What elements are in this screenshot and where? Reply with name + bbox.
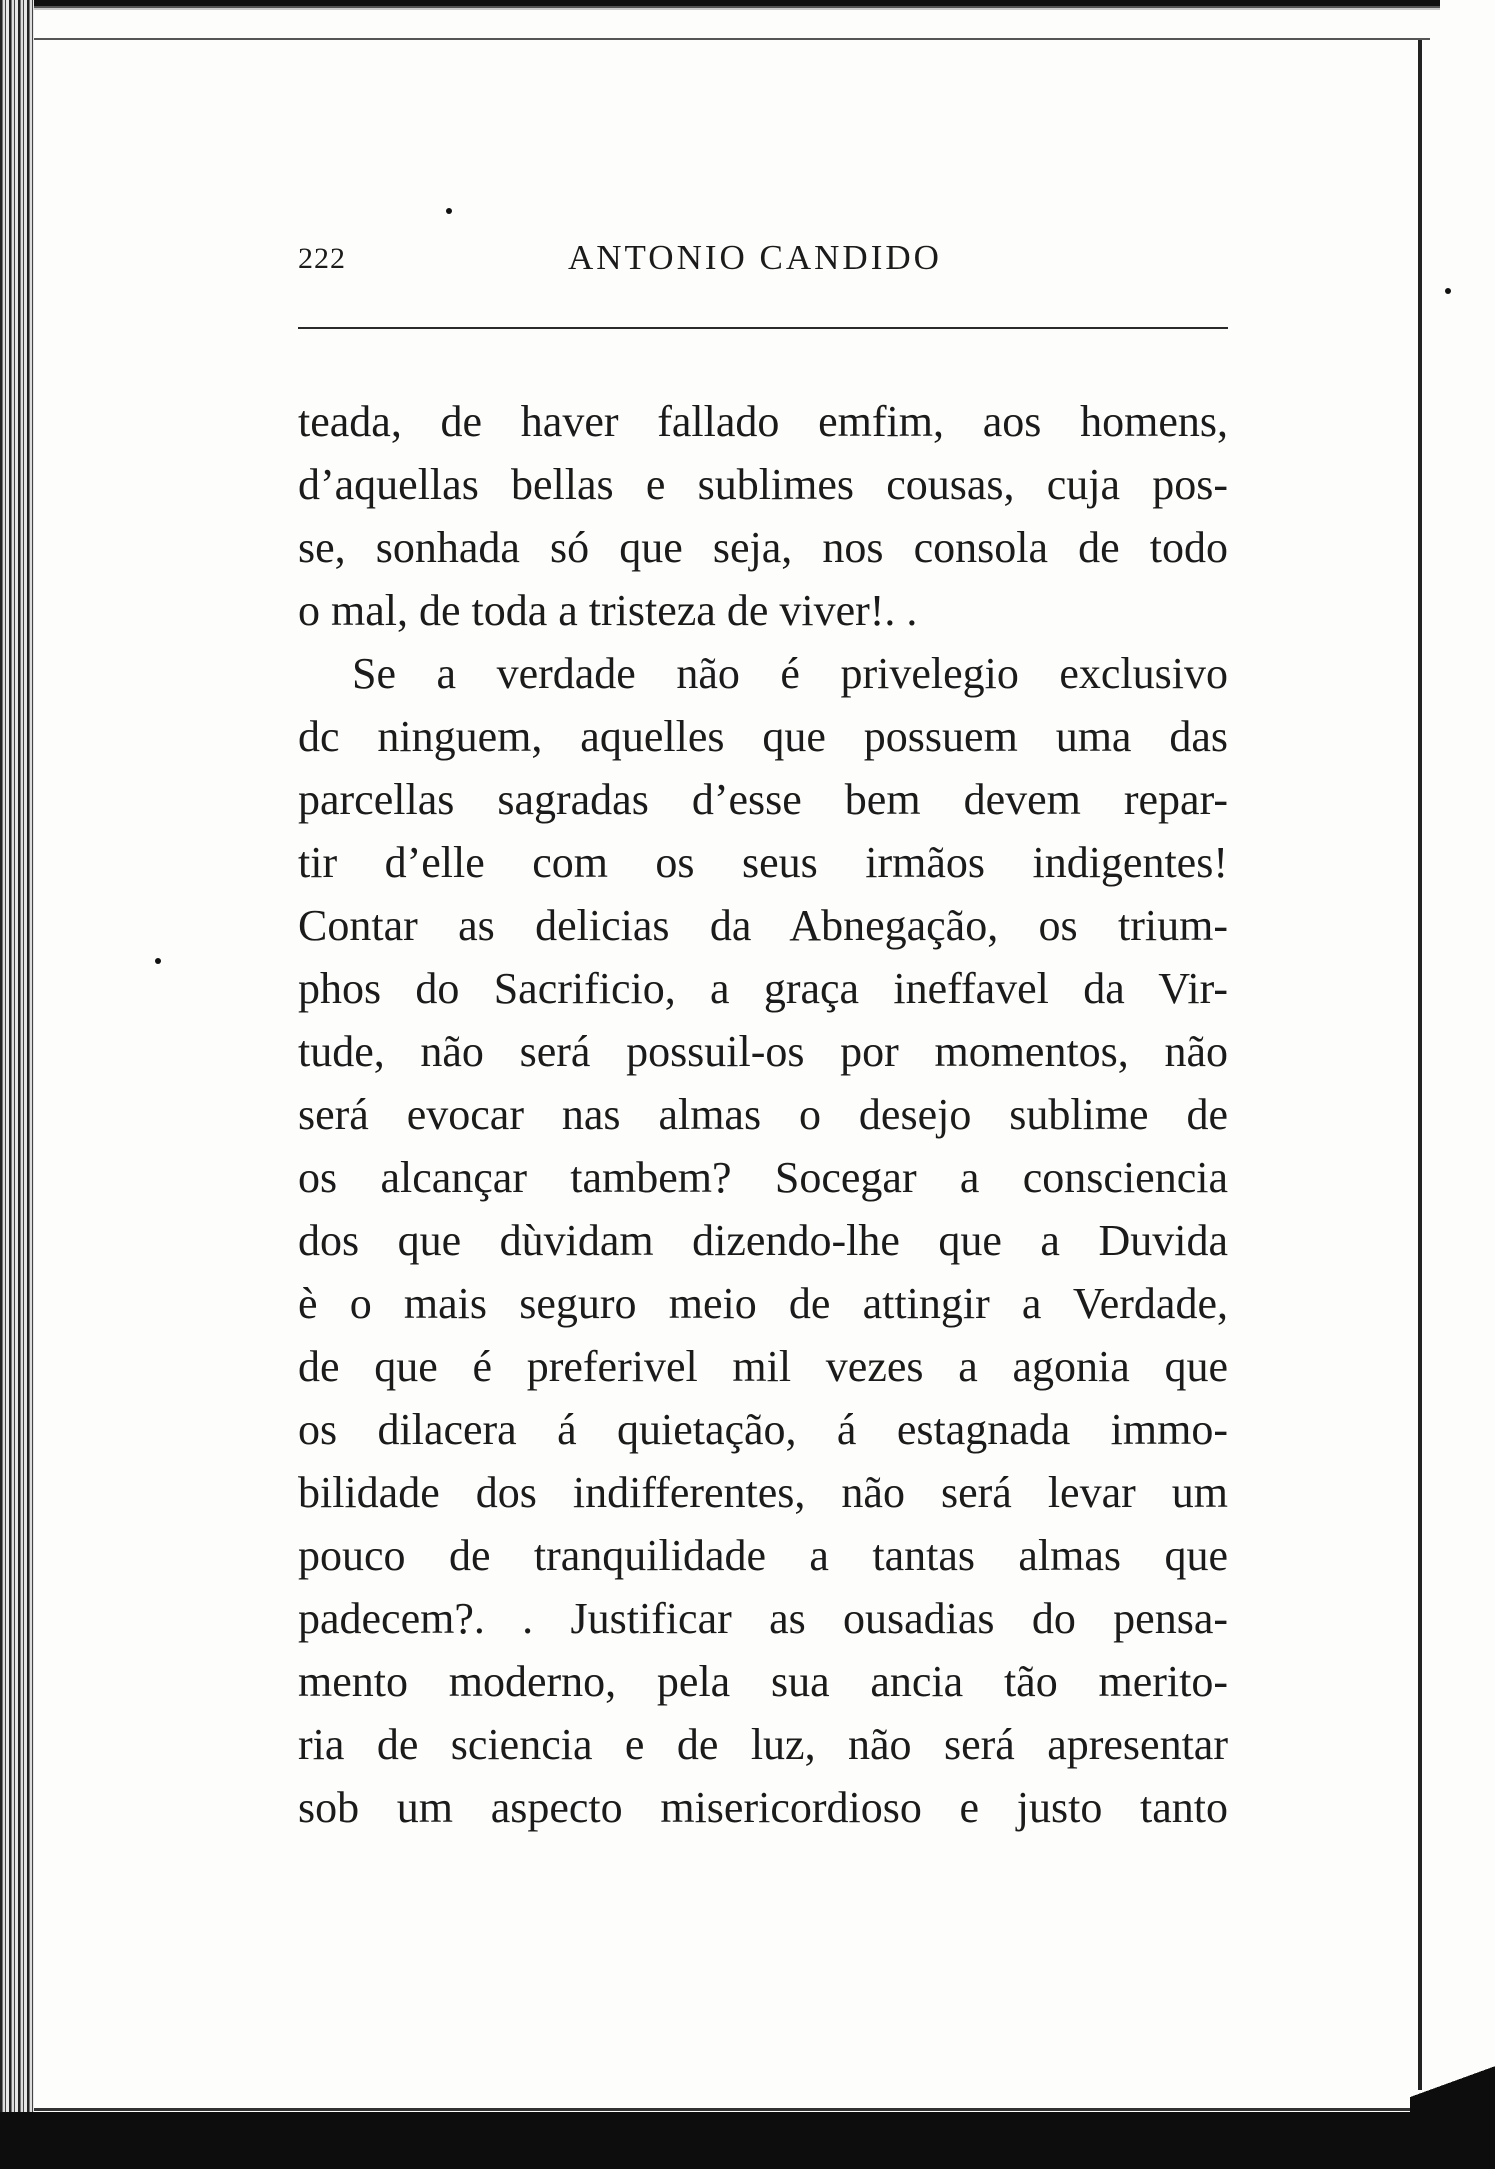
body-text xyxy=(298,390,1228,1839)
text-line: phos do Sacrificio, a graça ineffavel da Vir- xyxy=(298,964,1228,1013)
text-line: tude, não será possuil-os por momentos, não xyxy=(298,1027,1228,1076)
page-bottom-border xyxy=(34,2108,1434,2111)
header-rule xyxy=(298,327,1228,329)
ink-speck xyxy=(446,208,452,214)
scan-top-edge xyxy=(0,0,1495,14)
text-line: pouco de tranquilidade a tantas almas que xyxy=(298,1531,1228,1580)
text-line: tir d’elle com os seus irmãos indigentes! xyxy=(298,838,1228,887)
text-line: Contar as delicias da Abnegação, os trium- xyxy=(298,901,1228,950)
paragraph-end-line: o mal, de toda a tristeza de viver!. . xyxy=(298,586,918,635)
text-line: teada, de haver fallado emfim, aos homens, xyxy=(298,397,1228,446)
paragraph-start-line: Se a verdade não é privelegio exclusivo xyxy=(352,649,1228,698)
scan-corner-shadow xyxy=(1410,2060,1495,2120)
page-number: 222 xyxy=(298,242,346,275)
text-line: parcellas sagradas d’esse bem devem repar- xyxy=(298,775,1228,824)
page-right-border xyxy=(1418,40,1422,2090)
text-line: dc ninguem, aquelles que possuem uma das xyxy=(298,712,1228,761)
text-line: mento moderno, pela sua ancia tão merito- xyxy=(298,1657,1228,1706)
text-line: os alcançar tambem? Socegar a consciencia xyxy=(298,1153,1228,1202)
text-line: será evocar nas almas o desejo sublime de xyxy=(298,1090,1228,1139)
text-line: os dilacera á quietação, á estagnada immo- xyxy=(298,1405,1228,1454)
text-line: bilidade dos indifferentes, não será levar um xyxy=(298,1468,1228,1517)
ink-speck xyxy=(1445,288,1451,294)
text-line: sob um aspecto misericordioso e justo tanto xyxy=(298,1783,1228,1832)
running-head xyxy=(298,238,1228,288)
text-line: padecem?. . Justificar as ousadias do pensa- xyxy=(298,1594,1228,1643)
text-line: è o mais seguro meio de attingir a Verdade, xyxy=(298,1279,1228,1328)
page-top-border xyxy=(30,38,1430,40)
ink-speck xyxy=(155,958,161,964)
book-binding-edge xyxy=(0,0,34,2169)
text-line: dos que dùvidam dizendo-lhe que a Duvida xyxy=(298,1216,1228,1265)
text-line: ria de sciencia e de luz, não será apresentar xyxy=(298,1720,1228,1769)
running-title: ANTONIO CANDIDO xyxy=(568,238,942,277)
scan-bottom-edge xyxy=(0,2112,1495,2169)
text-line: d’aquellas bellas e sublimes cousas, cuja pos- xyxy=(298,460,1228,509)
scan-right-margin xyxy=(1440,0,1495,2169)
text-line: se, sonhada só que seja, nos consola de todo xyxy=(298,523,1228,572)
text-line: de que é preferivel mil vezes a agonia que xyxy=(298,1342,1228,1391)
